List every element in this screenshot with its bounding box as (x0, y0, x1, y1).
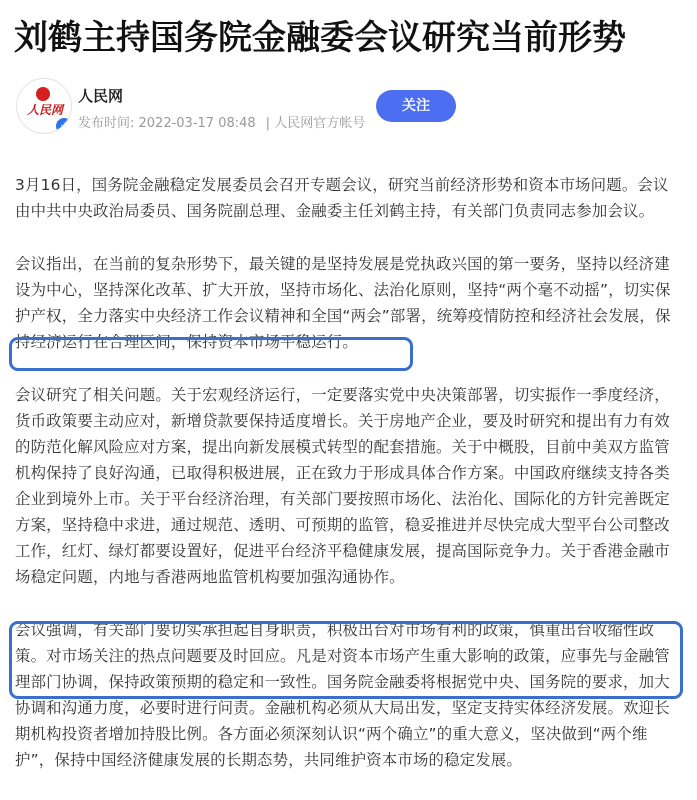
author-name[interactable]: 人民网 (78, 87, 124, 105)
highlight-box-1 (9, 337, 413, 371)
avatar-logo-text: 人民网 (26, 103, 63, 117)
follow-button[interactable]: 关注 (376, 90, 456, 122)
article-meta (78, 112, 365, 131)
paragraph-1: 3月16日，国务院金融稳定发展委员会召开专题会议，研究当前经济形势和资本市场问题。会议由中共中央政治局委员、国务院副总理、金融委主任刘鹤主持，有关部门负责同志参加会议。 (15, 176, 669, 220)
account-type: 人民网官方帐号 (274, 116, 366, 131)
meta-separator: | (265, 116, 271, 131)
logo-sun-icon (36, 87, 50, 101)
article-title: 刘鹤主持国务院金融委会议研究当前形势 (14, 18, 626, 58)
verified-icon: ✓ (55, 117, 72, 134)
paragraph-4: 会议强调，有关部门要切实承担起自身职责，积极出台对市场有利的政策，慎重出台收缩性政策。对市场关注的热点问题要及时回应。凡是对资本市场产生重大影响的政策，应事先与金融管理部门协调，保持政策预期的稳定和一致性。国务院金融委将根据党中央、国务院的要求，加大协调和沟通力度，必要时进行问责。金融机构必须从大局出发，坚定支持实体经济发展。欢迎长期机构投资者增加持股比例。各方面必须深刻认识“两个确立”的重大意义，坚决做到“两个维护”，保持中国经济健康发展的长期态势，共同维护资本市场的稳定发展。 (15, 621, 670, 769)
article-body (15, 172, 675, 800)
publish-time: 发布时间: 2022-03-17 08:48 (78, 116, 256, 131)
paragraph-3: 会议研究了相关问题。关于宏观经济运行，一定要落实党中央决策部署，切实振作一季度经济，货币政策要主动应对，新增贷款要保持适度增长。关于房地产企业，要及时研究和提出有力有效的防范化解风险应对方案，提出向新发展模式转型的配套措施。关于中概股，目前中美双方监管机构保持了良好沟通，已取得积极进展，正在致力于形成具体合作方案。中国政府继续支持各类企业到境外上市。关于平台经济治理，有关部门要按照市场化、法治化、国际化的方针完善既定方案，坚持稳中求进，通过规范、透明、可预期的监管，稳妥推进并尽快完成大型平台公司整改工作，红灯、绿灯都要设置好，促进平台经济平稳健康发展，提高国际竞争力。关于香港金融市场稳定问题，内地与香港两地监管机构要加强沟通协作。 (15, 386, 670, 586)
author-row (14, 76, 684, 136)
highlight-box-2 (9, 621, 683, 699)
paragraph-2: 会议指出，在当前的复杂形势下，最关键的是坚持发展是党执政兴国的第一要务，坚持以经济建设为中心，坚持深化改革、扩大开放，坚持市场化、法治化原则，坚持“两个毫不动摇”，切实保护产权，全力落实中央经济工作会议精神和全国“两会”部署，统筹疫情防控和经济社会发展，保持经济运行在合理区间，保持资本市场平稳运行。 (15, 255, 671, 351)
avatar[interactable] (16, 78, 72, 134)
